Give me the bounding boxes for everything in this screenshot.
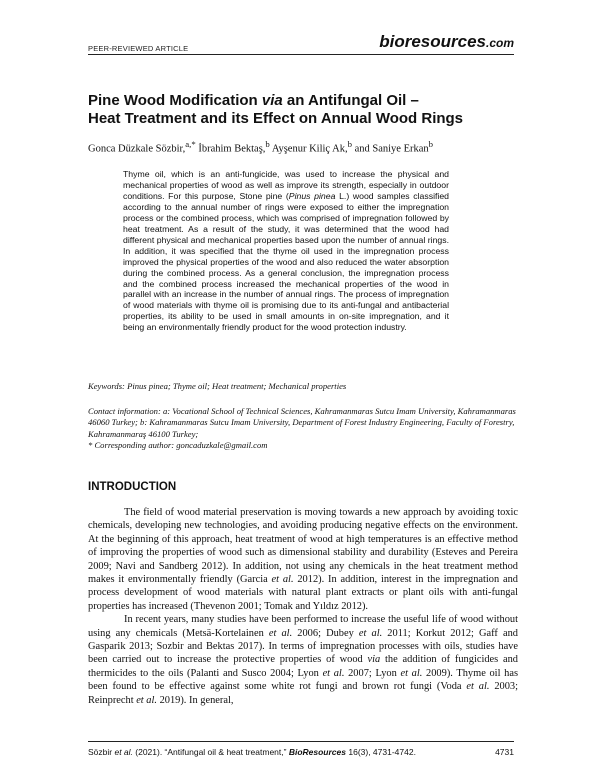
p2-text-1: In recent years, many studies have been performed to increase the useful life of wood without using any chemicals (Metsä-Kortelainen — [88, 614, 518, 639]
title-italic: via — [261, 92, 283, 109]
title-line2: Heat Treatment and its Effect on Annual Wood Rings — [88, 110, 464, 127]
abstract-part2: L.) wood samples classified according to the annual number of rings were exposed to either the impregnation process or the combined process, which was comprised of impregnation followed by heat treatment. As a result of the study, it was determined that the wood had different physical and mechanical properties based upon the number of annual rings. In addition, it was specified that the thyme oil used in the impregnation process improved the physical properties of the wood and also reduced the water absorption during the combined process. As a general conclusion, the impregnation process and the combined process increased the mechanical properties of the wood in parallel with an increase in the number of annual rings. The process of impregnation of wood materials with thyme oil is promising due to its anti-fungal and antibacterial properties, its ability to be used in small amounts in on-site impregnation, and it being an environmentally friendly product for the wood protection industry. — [123, 190, 450, 333]
affiliations: Contact information: a: Vocational School of Technical Sciences, Kahramanmaras Sutcu Imam University, Kahramanmaras 46060 Turkey; b: Kahramanmaras Sutcu Imam University, Department of Forest Industry Engineering, Faculty of Forestry, Kahramanmaraş 46100 Turkey; — [88, 406, 516, 439]
p2-text-4: the addition of fungicides and thermicides to the oils (Palanti and Susco 2004; Lyon — [88, 654, 518, 679]
author-3: Ayşenur Kiliç Ak, — [269, 143, 348, 155]
article-title — [88, 92, 518, 128]
author-list — [88, 139, 433, 155]
page-footer — [88, 747, 514, 757]
author-3-affiliation: b — [347, 139, 352, 149]
bioresources-brand[interactable] — [379, 32, 514, 52]
p2-etal-4: et al. — [400, 667, 423, 679]
title-part2: an Antifungal Oil – — [282, 92, 419, 109]
author-2-affiliation: b — [265, 139, 270, 149]
p1-etal: et al. — [271, 574, 294, 586]
brand-domain: .com — [485, 36, 514, 50]
p2-text-8: 2019). In general, — [156, 694, 234, 706]
header-divider — [88, 54, 514, 55]
author-2: İbrahim Bektaş, — [195, 143, 266, 155]
citation-author: Sözbir — [88, 747, 115, 757]
author-1-affiliation: a, — [185, 139, 192, 149]
corresponding-author: * Corresponding author: goncaduzkale@gmail.com — [88, 440, 268, 451]
citation-title: (2021). “Antifungal oil & heat treatment,” — [132, 747, 289, 757]
title-part1: Pine Wood Modification — [88, 92, 262, 109]
abstract-part1: Thyme oil, which is an anti-fungicide, was used to increase the physical and mechanical properties of wood as well as improve its strength, especially in outdoor conditions. For this purpose, Stone pine ( — [123, 169, 449, 201]
citation-volume: 16(3), 4731-4742. — [346, 747, 416, 757]
paragraph-2 — [88, 613, 518, 707]
p1-text-1: The field of wood material preservation is moving towards a new approach by avoiding toxic chemicals, developing new technologies, and avoiding producing negative effects on the environment. At the beginning of this approach, heat treatment of wood at high temperatures is an effective method of improving the properties of wood such as dimensional stability and durability (Esteves and Pereira 2009; Navi and Sandberg 2012). In addition, not using any chemicals in the heat treatment method makes it environmentally friendly (Garcia — [88, 507, 518, 586]
citation-etal: et al. — [114, 747, 133, 757]
abstract — [123, 169, 449, 333]
brand-name: bioresources — [379, 32, 486, 51]
p2-etal-6: et al. — [136, 694, 157, 706]
page-number: 4731 — [495, 747, 514, 757]
p2-etal-5: et al. — [466, 681, 490, 693]
p2-text-5: 2007; Lyon — [344, 667, 401, 679]
peer-reviewed-label: PEER-REVIEWED ARTICLE — [88, 44, 189, 53]
p2-text-2: 2006; Dubey — [292, 627, 359, 639]
abstract-species: Pinus pinea — [288, 190, 336, 201]
keywords: Keywords: Pinus pinea; Thyme oil; Heat treatment; Mechanical properties — [88, 381, 347, 391]
introduction-body — [88, 506, 518, 707]
author-4: and Saniye Erkan — [351, 143, 429, 155]
contact-information — [88, 406, 518, 452]
author-4-affiliation: b — [428, 139, 434, 149]
footer-divider — [88, 741, 514, 742]
p1-text-2: 2012). In addition, interest in the impregnation and process development of wood materials with natural plant extracts or plant oils with anti-fungal properties has increased (Thevenon 2001; Tomak and Yıldız 2012). — [88, 574, 518, 612]
p2-text-3: 2011; Korkut 2012; Gaff and Gasparik 2013; Sozbir and Bektas 2017). In terms of impregnation processes with oils, studies have been carried out to increase the protective properties of wood — [88, 627, 518, 666]
paragraph-1 — [88, 506, 518, 613]
p2-via: via — [367, 654, 381, 666]
author-1: Gonca Düzkale Sözbir, — [88, 143, 186, 155]
p2-etal-2: et al. — [358, 627, 383, 639]
section-heading-introduction: INTRODUCTION — [88, 481, 177, 493]
p2-text-6: 2009). Thyme oil has been found to be effective against some white rot fungi and brown rot fungi (Voda — [88, 667, 518, 693]
corresponding-mark: * — [191, 139, 196, 149]
p2-text-7: 2003; Reinprecht — [88, 681, 518, 706]
p2-etal-3: et al. — [322, 667, 345, 679]
p2-etal-1: et al. — [268, 627, 293, 639]
citation-journal: BioResources — [288, 747, 346, 757]
